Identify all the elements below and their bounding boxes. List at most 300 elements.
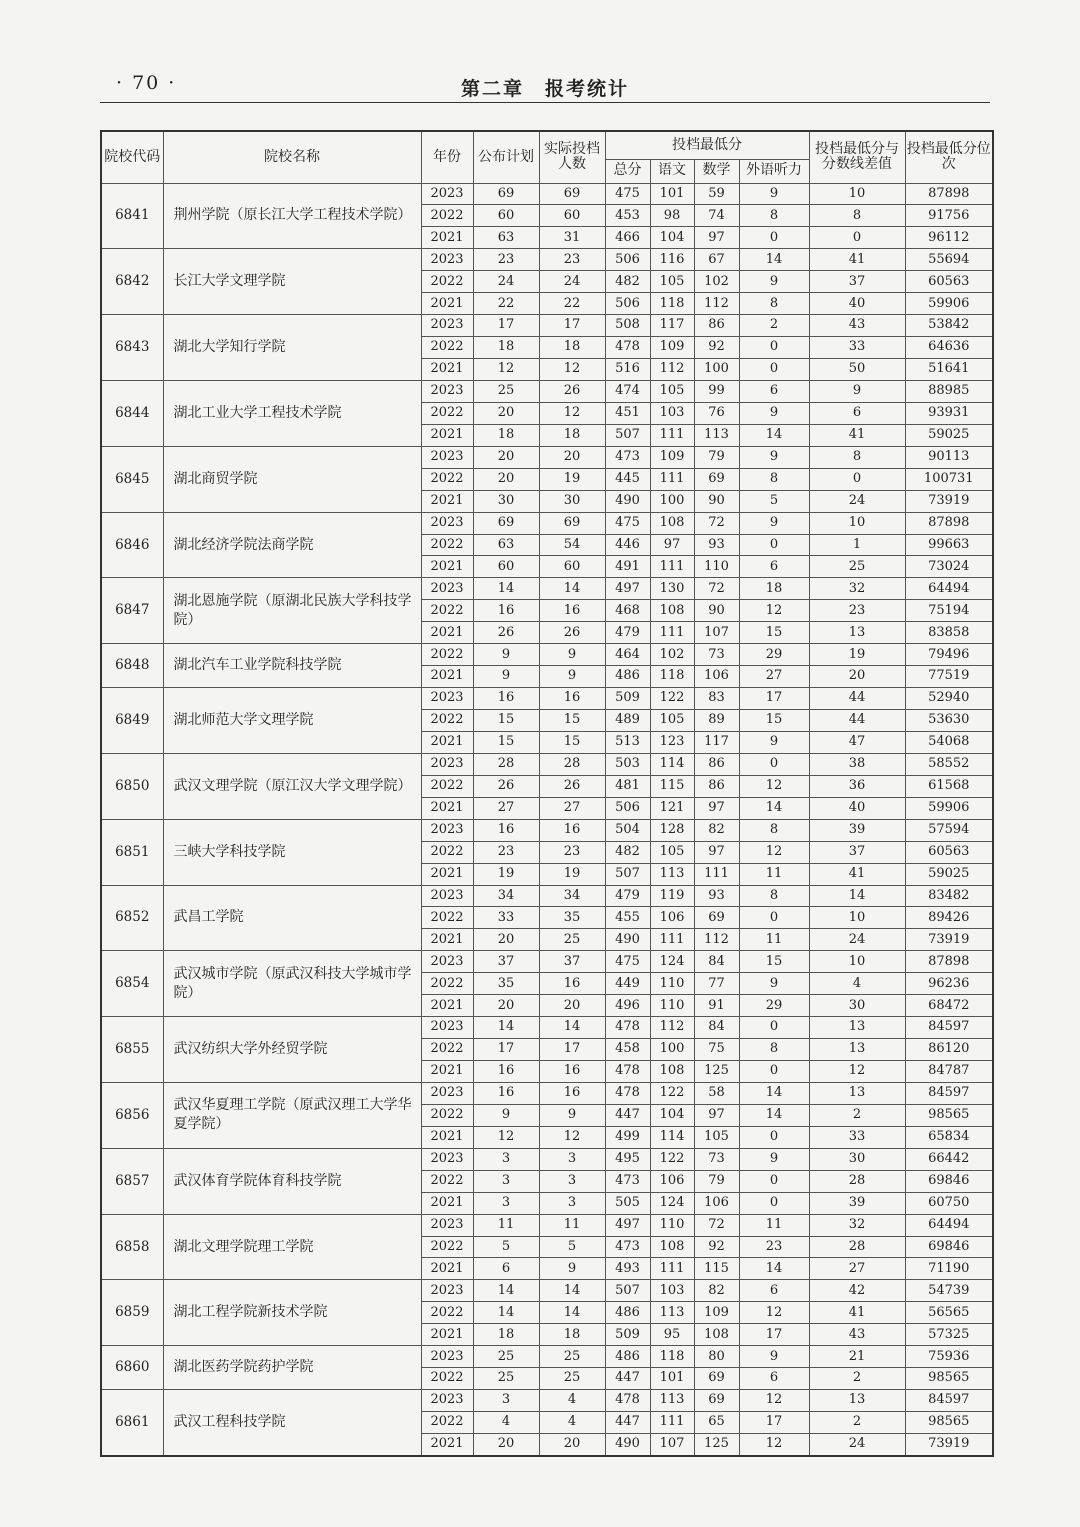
school-name: 湖北工程学院新技术学院: [163, 1280, 421, 1346]
cell-math: 92: [694, 1236, 739, 1258]
cell-rank: 54739: [905, 1280, 993, 1302]
cell-chinese: 105: [650, 710, 694, 732]
cell-year: 2023: [421, 688, 473, 710]
cell-year: 2021: [421, 1324, 473, 1346]
cell-total: 478: [605, 1017, 650, 1039]
cell-diff: 28: [809, 1170, 905, 1192]
cell-actual: 9: [539, 1104, 605, 1126]
cell-chinese: 110: [650, 1214, 694, 1236]
cell-actual: 20: [539, 1433, 605, 1455]
cell-rank: 73024: [905, 556, 993, 578]
school-name: 武汉工程科技学院: [163, 1390, 421, 1456]
cell-diff: 8: [809, 446, 905, 468]
cell-year: 2022: [421, 710, 473, 732]
cell-rank: 99663: [905, 534, 993, 556]
cell-rank: 100731: [905, 468, 993, 490]
school-name: 武汉纺织大学外经贸学院: [163, 1017, 421, 1083]
cell-year: 2021: [421, 666, 473, 688]
cell-year: 2022: [421, 644, 473, 666]
cell-total: 475: [605, 183, 650, 205]
cell-total: 490: [605, 929, 650, 951]
table-body: [101, 183, 993, 1456]
school-name: 长江大学文理学院: [163, 249, 421, 315]
cell-chinese: 106: [650, 1170, 694, 1192]
cell-plan: 26: [473, 622, 539, 644]
cell-total: 490: [605, 490, 650, 512]
cell-math: 65: [694, 1412, 739, 1434]
cell-math: 107: [694, 622, 739, 644]
cell-diff: 10: [809, 951, 905, 973]
cell-plan: 35: [473, 973, 539, 995]
cell-plan: 15: [473, 731, 539, 753]
cell-year: 2021: [421, 863, 473, 885]
cell-listening: 14: [739, 797, 809, 819]
cell-chinese: 108: [650, 1236, 694, 1258]
cell-plan: 9: [473, 644, 539, 666]
cell-diff: 2: [809, 1104, 905, 1126]
cell-diff: 42: [809, 1280, 905, 1302]
cell-actual: 26: [539, 622, 605, 644]
cell-listening: 0: [739, 1126, 809, 1148]
header-year: 年份: [421, 131, 473, 183]
cell-diff: 33: [809, 1126, 905, 1148]
cell-diff: 24: [809, 490, 905, 512]
school-name: 湖北文理学院理工学院: [163, 1214, 421, 1280]
cell-chinese: 113: [650, 1390, 694, 1412]
cell-actual: 30: [539, 490, 605, 512]
cell-total: 513: [605, 731, 650, 753]
cell-rank: 73919: [905, 929, 993, 951]
cell-listening: 2: [739, 315, 809, 337]
table-row: [101, 1214, 993, 1236]
cell-year: 2021: [421, 1433, 473, 1455]
cell-diff: 47: [809, 731, 905, 753]
cell-chinese: 104: [650, 227, 694, 249]
cell-actual: 3: [539, 1192, 605, 1214]
cell-actual: 12: [539, 1126, 605, 1148]
school-name: 武昌工学院: [163, 885, 421, 951]
cell-actual: 28: [539, 753, 605, 775]
cell-total: 455: [605, 907, 650, 929]
cell-plan: 18: [473, 1324, 539, 1346]
cell-plan: 37: [473, 951, 539, 973]
cell-year: 2022: [421, 534, 473, 556]
cell-actual: 19: [539, 468, 605, 490]
cell-listening: 8: [739, 1039, 809, 1061]
cell-total: 486: [605, 1302, 650, 1324]
table-row: [101, 644, 993, 666]
cell-rank: 87898: [905, 951, 993, 973]
cell-plan: 20: [473, 1433, 539, 1455]
cell-year: 2023: [421, 249, 473, 271]
cell-total: 496: [605, 995, 650, 1017]
cell-math: 117: [694, 731, 739, 753]
cell-chinese: 122: [650, 688, 694, 710]
cell-listening: 14: [739, 249, 809, 271]
cell-chinese: 109: [650, 337, 694, 359]
school-name: 湖北汽车工业学院科技学院: [163, 644, 421, 688]
cell-chinese: 107: [650, 1433, 694, 1455]
cell-actual: 3: [539, 1148, 605, 1170]
cell-actual: 18: [539, 424, 605, 446]
cell-actual: 16: [539, 600, 605, 622]
cell-listening: 9: [739, 402, 809, 424]
school-name: 湖北大学知行学院: [163, 315, 421, 381]
cell-rank: 56565: [905, 1302, 993, 1324]
cell-math: 112: [694, 293, 739, 315]
cell-year: 2022: [421, 1302, 473, 1324]
cell-math: 86: [694, 753, 739, 775]
cell-math: 84: [694, 1017, 739, 1039]
school-code: 6845: [101, 446, 163, 512]
cell-total: 464: [605, 644, 650, 666]
cell-plan: 63: [473, 534, 539, 556]
cell-total: 482: [605, 841, 650, 863]
cell-actual: 16: [539, 819, 605, 841]
cell-rank: 59025: [905, 863, 993, 885]
cell-year: 2023: [421, 380, 473, 402]
cell-year: 2021: [421, 1061, 473, 1083]
cell-year: 2021: [421, 929, 473, 951]
table-row: [101, 1148, 993, 1170]
cell-listening: 17: [739, 1324, 809, 1346]
cell-actual: 23: [539, 249, 605, 271]
cell-plan: 63: [473, 227, 539, 249]
cell-total: 486: [605, 1346, 650, 1368]
cell-year: 2022: [421, 468, 473, 490]
cell-listening: 8: [739, 819, 809, 841]
cell-actual: 20: [539, 995, 605, 1017]
cell-actual: 12: [539, 359, 605, 381]
cell-listening: 17: [739, 1412, 809, 1434]
table-row: [101, 819, 993, 841]
cell-rank: 57594: [905, 819, 993, 841]
cell-math: 69: [694, 1390, 739, 1412]
cell-listening: 12: [739, 600, 809, 622]
cell-listening: 0: [739, 359, 809, 381]
cell-chinese: 123: [650, 731, 694, 753]
cell-chinese: 124: [650, 951, 694, 973]
cell-actual: 26: [539, 380, 605, 402]
cell-year: 2021: [421, 1258, 473, 1280]
cell-actual: 4: [539, 1412, 605, 1434]
school-name: 湖北恩施学院（原湖北民族大学科技学院）: [163, 578, 421, 644]
table-row: [101, 249, 993, 271]
cell-total: 497: [605, 578, 650, 600]
school-name: 武汉文理学院（原江汉大学文理学院）: [163, 753, 421, 819]
cell-diff: 21: [809, 1346, 905, 1368]
cell-listening: 0: [739, 753, 809, 775]
cell-plan: 34: [473, 885, 539, 907]
cell-math: 79: [694, 446, 739, 468]
table-row: [101, 380, 993, 402]
cell-chinese: 128: [650, 819, 694, 841]
cell-year: 2022: [421, 1236, 473, 1258]
cell-year: 2021: [421, 622, 473, 644]
cell-plan: 23: [473, 249, 539, 271]
cell-listening: 15: [739, 951, 809, 973]
cell-year: 2023: [421, 1346, 473, 1368]
cell-plan: 3: [473, 1390, 539, 1412]
header-actual: 实际投档人数: [539, 131, 605, 183]
cell-rank: 55694: [905, 249, 993, 271]
cell-chinese: 122: [650, 1082, 694, 1104]
cell-diff: 50: [809, 359, 905, 381]
cell-math: 97: [694, 1104, 739, 1126]
cell-actual: 18: [539, 337, 605, 359]
cell-listening: 12: [739, 775, 809, 797]
cell-year: 2023: [421, 1390, 473, 1412]
cell-rank: 84597: [905, 1017, 993, 1039]
school-code: 6850: [101, 753, 163, 819]
cell-actual: 37: [539, 951, 605, 973]
cell-math: 79: [694, 1170, 739, 1192]
school-code: 6860: [101, 1346, 163, 1390]
school-code: 6851: [101, 819, 163, 885]
cell-plan: 16: [473, 1061, 539, 1083]
cell-rank: 61568: [905, 775, 993, 797]
cell-total: 507: [605, 1280, 650, 1302]
cell-actual: 19: [539, 863, 605, 885]
cell-chinese: 111: [650, 1258, 694, 1280]
cell-chinese: 95: [650, 1324, 694, 1346]
cell-listening: 11: [739, 863, 809, 885]
cell-total: 466: [605, 227, 650, 249]
cell-plan: 18: [473, 337, 539, 359]
cell-listening: 29: [739, 644, 809, 666]
school-code: 6859: [101, 1280, 163, 1346]
cell-plan: 26: [473, 775, 539, 797]
cell-diff: 30: [809, 1148, 905, 1170]
cell-rank: 66442: [905, 1148, 993, 1170]
cell-diff: 28: [809, 1236, 905, 1258]
cell-plan: 18: [473, 424, 539, 446]
cell-chinese: 124: [650, 1192, 694, 1214]
header-rank: 投档最低分位次: [905, 131, 993, 183]
cell-total: 447: [605, 1104, 650, 1126]
cell-listening: 0: [739, 227, 809, 249]
school-code: 6857: [101, 1148, 163, 1214]
cell-diff: 8: [809, 205, 905, 227]
cell-math: 69: [694, 468, 739, 490]
cell-actual: 9: [539, 644, 605, 666]
cell-rank: 87898: [905, 183, 993, 205]
table-row: [101, 1390, 993, 1412]
cell-math: 84: [694, 951, 739, 973]
cell-chinese: 111: [650, 1412, 694, 1434]
cell-plan: 20: [473, 929, 539, 951]
cell-year: 2023: [421, 446, 473, 468]
header-chinese: 语文: [650, 159, 694, 183]
cell-math: 76: [694, 402, 739, 424]
cell-listening: 17: [739, 688, 809, 710]
cell-math: 77: [694, 973, 739, 995]
cell-rank: 98565: [905, 1368, 993, 1390]
cell-plan: 20: [473, 468, 539, 490]
cell-year: 2022: [421, 600, 473, 622]
cell-math: 90: [694, 600, 739, 622]
cell-year: 2021: [421, 490, 473, 512]
cell-rank: 73919: [905, 1433, 993, 1455]
cell-math: 110: [694, 556, 739, 578]
cell-total: 447: [605, 1368, 650, 1390]
cell-plan: 30: [473, 490, 539, 512]
chapter-title: 第二章 报考统计: [460, 78, 629, 100]
cell-total: 506: [605, 797, 650, 819]
cell-rank: 98565: [905, 1104, 993, 1126]
cell-math: 72: [694, 1214, 739, 1236]
cell-year: 2022: [421, 205, 473, 227]
cell-math: 72: [694, 512, 739, 534]
cell-plan: 9: [473, 666, 539, 688]
cell-total: 453: [605, 205, 650, 227]
cell-total: 474: [605, 380, 650, 402]
page-header: [100, 62, 990, 103]
table-row: [101, 1017, 993, 1039]
cell-rank: 93931: [905, 402, 993, 424]
cell-diff: 37: [809, 841, 905, 863]
cell-year: 2022: [421, 337, 473, 359]
cell-plan: 22: [473, 293, 539, 315]
cell-plan: 27: [473, 797, 539, 819]
cell-listening: 6: [739, 556, 809, 578]
cell-diff: 39: [809, 1192, 905, 1214]
cell-diff: 10: [809, 907, 905, 929]
cell-actual: 3: [539, 1170, 605, 1192]
cell-actual: 60: [539, 556, 605, 578]
cell-diff: 44: [809, 688, 905, 710]
cell-diff: 39: [809, 819, 905, 841]
cell-total: 491: [605, 556, 650, 578]
cell-rank: 71190: [905, 1258, 993, 1280]
cell-chinese: 100: [650, 490, 694, 512]
cell-actual: 4: [539, 1390, 605, 1412]
table-row: [101, 885, 993, 907]
cell-plan: 4: [473, 1412, 539, 1434]
cell-math: 83: [694, 688, 739, 710]
cell-chinese: 121: [650, 797, 694, 819]
cell-listening: 9: [739, 512, 809, 534]
cell-plan: 14: [473, 1280, 539, 1302]
cell-diff: 2: [809, 1412, 905, 1434]
cell-math: 97: [694, 841, 739, 863]
cell-rank: 96236: [905, 973, 993, 995]
cell-actual: 31: [539, 227, 605, 249]
cell-diff: 32: [809, 1214, 905, 1236]
cell-plan: 16: [473, 1082, 539, 1104]
cell-diff: 40: [809, 293, 905, 315]
cell-math: 82: [694, 1280, 739, 1302]
cell-rank: 84597: [905, 1082, 993, 1104]
table-row: [101, 183, 993, 205]
cell-year: 2021: [421, 359, 473, 381]
cell-plan: 19: [473, 863, 539, 885]
cell-year: 2022: [421, 841, 473, 863]
cell-plan: 11: [473, 1214, 539, 1236]
cell-plan: 9: [473, 1104, 539, 1126]
cell-chinese: 114: [650, 753, 694, 775]
cell-year: 2023: [421, 1214, 473, 1236]
cell-listening: 14: [739, 1258, 809, 1280]
cell-year: 2022: [421, 1412, 473, 1434]
cell-math: 111: [694, 863, 739, 885]
cell-chinese: 111: [650, 622, 694, 644]
cell-listening: 9: [739, 183, 809, 205]
cell-rank: 69846: [905, 1170, 993, 1192]
cell-rank: 51641: [905, 359, 993, 381]
cell-total: 489: [605, 710, 650, 732]
cell-actual: 34: [539, 885, 605, 907]
cell-listening: 23: [739, 1236, 809, 1258]
cell-actual: 16: [539, 1082, 605, 1104]
cell-plan: 25: [473, 1346, 539, 1368]
cell-plan: 14: [473, 1017, 539, 1039]
cell-year: 2022: [421, 1170, 473, 1192]
cell-listening: 9: [739, 1148, 809, 1170]
cell-chinese: 111: [650, 424, 694, 446]
table-row: [101, 315, 993, 337]
cell-listening: 6: [739, 1368, 809, 1390]
cell-plan: 24: [473, 271, 539, 293]
table-header: [101, 131, 993, 183]
cell-diff: 41: [809, 1302, 905, 1324]
cell-diff: 25: [809, 556, 905, 578]
cell-year: 2022: [421, 775, 473, 797]
cell-diff: 23: [809, 600, 905, 622]
cell-math: 91: [694, 995, 739, 1017]
cell-total: 447: [605, 1412, 650, 1434]
school-code: 6855: [101, 1017, 163, 1083]
cell-total: 449: [605, 973, 650, 995]
cell-diff: 43: [809, 1324, 905, 1346]
cell-total: 478: [605, 1390, 650, 1412]
cell-plan: 33: [473, 907, 539, 929]
cell-plan: 12: [473, 1126, 539, 1148]
cell-rank: 68472: [905, 995, 993, 1017]
cell-total: 509: [605, 1324, 650, 1346]
cell-diff: 9: [809, 380, 905, 402]
cell-chinese: 110: [650, 995, 694, 1017]
school-name: 武汉体育学院体育科技学院: [163, 1148, 421, 1214]
school-code: 6849: [101, 688, 163, 754]
cell-math: 99: [694, 380, 739, 402]
cell-actual: 26: [539, 775, 605, 797]
cell-chinese: 111: [650, 468, 694, 490]
header-listening: 外语听力: [739, 159, 809, 183]
cell-rank: 89426: [905, 907, 993, 929]
cell-diff: 43: [809, 315, 905, 337]
cell-diff: 27: [809, 1258, 905, 1280]
cell-diff: 12: [809, 1061, 905, 1083]
cell-chinese: 112: [650, 1017, 694, 1039]
cell-total: 509: [605, 688, 650, 710]
cell-total: 481: [605, 775, 650, 797]
cell-rank: 96112: [905, 227, 993, 249]
cell-listening: 15: [739, 622, 809, 644]
cell-total: 479: [605, 885, 650, 907]
cell-math: 97: [694, 797, 739, 819]
table-row: [101, 446, 993, 468]
cell-listening: 14: [739, 1104, 809, 1126]
table-row: [101, 688, 993, 710]
cell-actual: 69: [539, 183, 605, 205]
cell-rank: 59906: [905, 293, 993, 315]
cell-actual: 54: [539, 534, 605, 556]
cell-rank: 75936: [905, 1346, 993, 1368]
cell-total: 473: [605, 1170, 650, 1192]
cell-listening: 0: [739, 1192, 809, 1214]
cell-diff: 44: [809, 710, 905, 732]
